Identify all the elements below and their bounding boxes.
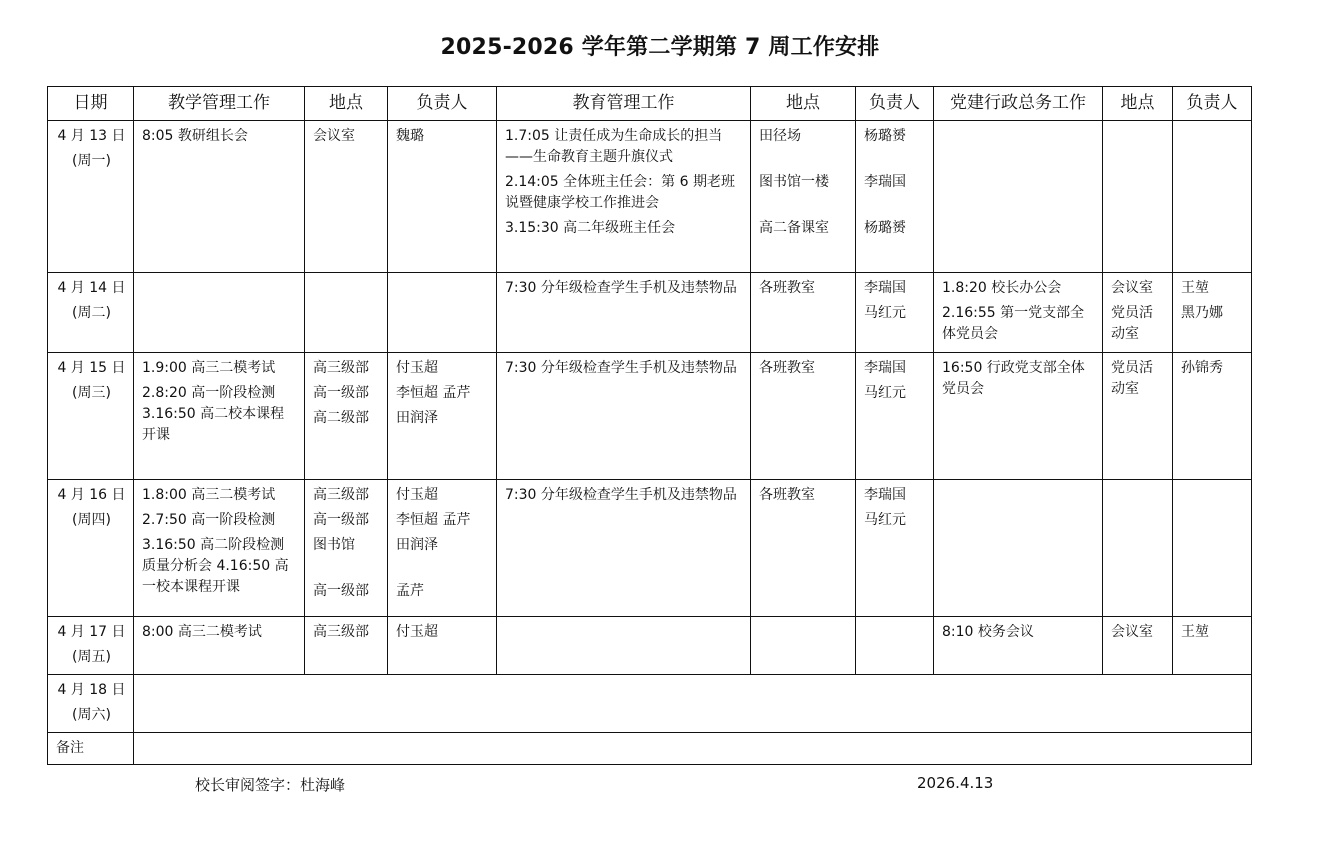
- party-cell: [934, 273, 1103, 353]
- education-cell: [497, 121, 751, 273]
- teaching-item: 8:05 教研组长会: [142, 128, 248, 144]
- owner-item: 魏璐: [396, 128, 424, 144]
- location-item: 田径场: [759, 128, 801, 144]
- date-text: 4 月 15 日: [57, 360, 126, 376]
- party-location-cell: [1103, 121, 1173, 273]
- header-date: 日期: [48, 87, 134, 121]
- date-text: 4 月 13 日: [57, 128, 126, 144]
- location-item: 各班教室: [759, 487, 815, 503]
- location-item: 图书馆一楼: [759, 174, 829, 190]
- date-cell: [48, 480, 134, 617]
- table-row: [48, 121, 1252, 273]
- weekday-text: (周四): [72, 512, 111, 528]
- education-item: 7:30 分年级检查学生手机及违禁物品: [505, 280, 737, 296]
- location-item: 高二备课室: [759, 220, 829, 236]
- teaching-item: 8:00 高三二模考试: [142, 624, 262, 640]
- date-cell: [48, 273, 134, 353]
- education-location-cell: [751, 121, 856, 273]
- owner-item: 李恒超 孟芹: [396, 512, 471, 528]
- party-cell: [934, 480, 1103, 617]
- education-cell: [497, 480, 751, 617]
- table-row: [48, 273, 1252, 353]
- date-text: 4 月 14 日: [57, 280, 126, 296]
- header-teaching: 教学管理工作: [134, 87, 305, 121]
- teaching-item: 3.16:50 高二阶段检测质量分析会 4.16:50 高一校本课程开课: [142, 537, 289, 595]
- party-owner-cell: [1173, 353, 1252, 480]
- schedule-table: [47, 86, 1252, 765]
- teaching-owner-cell: [388, 353, 497, 480]
- weekday-text: (周二): [72, 305, 111, 321]
- party-item: 1.8:20 校长办公会: [942, 280, 1062, 296]
- party-owner-cell: [1173, 273, 1252, 353]
- teaching-item: 1.9:00 高三二模考试: [142, 360, 276, 376]
- sign-date: 2026.4.13: [917, 774, 994, 792]
- principal-signature: 校长审阅签字：杜海峰: [195, 776, 346, 794]
- party-item: 16:50 行政党支部全体党员会: [942, 360, 1085, 397]
- teaching-owner-cell: [388, 480, 497, 617]
- owner-item: 李瑞国: [864, 280, 906, 296]
- teaching-location-cell: [305, 273, 388, 353]
- weekday-text: (周三): [72, 385, 111, 401]
- header-party-location: 地点: [1103, 87, 1173, 121]
- teaching-location-cell: [305, 617, 388, 675]
- date-text: 4 月 17 日: [57, 624, 126, 640]
- education-item: 7:30 分年级检查学生手机及违禁物品: [505, 360, 737, 376]
- education-owner-cell: [856, 353, 934, 480]
- teaching-item: 1.8:00 高三二模考试: [142, 487, 276, 503]
- remarks-label: 备注: [48, 733, 134, 765]
- teaching-item: 3.16:50 高二校本课程开课: [142, 406, 285, 443]
- owner-item: 田润泽: [396, 537, 438, 553]
- teaching-owner-cell: [388, 273, 497, 353]
- owner-item: 杨璐赟: [864, 220, 906, 236]
- education-owner-cell: [856, 617, 934, 675]
- location-item: 各班教室: [759, 280, 815, 296]
- table-row: [48, 675, 1252, 733]
- education-cell: [497, 273, 751, 353]
- party-cell: [934, 617, 1103, 675]
- education-location-cell: [751, 617, 856, 675]
- location-item: 党员活动室: [1111, 360, 1153, 397]
- location-item: 高一级部: [313, 512, 369, 528]
- party-item: 2.16:55 第一党支部全体党员会: [942, 305, 1085, 342]
- date-text: 4 月 18 日: [57, 682, 126, 698]
- owner-item: 付玉超: [396, 360, 438, 376]
- owner-item: 黑乃娜: [1181, 305, 1223, 321]
- owner-item: 马红元: [864, 512, 906, 528]
- teaching-location-cell: [305, 480, 388, 617]
- education-item: 2.14:05 全体班主任会：第 6 期老班说暨健康学校工作推进会: [505, 174, 735, 211]
- education-item: 7:30 分年级检查学生手机及违禁物品: [505, 487, 737, 503]
- party-location-cell: [1103, 480, 1173, 617]
- owner-item: 付玉超: [396, 624, 438, 640]
- date-cell: [48, 121, 134, 273]
- location-item: 图书馆: [313, 537, 355, 553]
- education-owner-cell: [856, 273, 934, 353]
- education-cell: [497, 617, 751, 675]
- education-owner-cell: [856, 480, 934, 617]
- header-row: [48, 87, 1252, 121]
- location-item: 高一级部: [313, 583, 369, 599]
- teaching-location-cell: [305, 353, 388, 480]
- owner-item: 李瑞国: [864, 360, 906, 376]
- owner-item: 付玉超: [396, 487, 438, 503]
- teaching-cell: [134, 617, 305, 675]
- date-cell: [48, 675, 134, 733]
- owner-item: 王堃: [1181, 280, 1209, 296]
- location-item: 会议室: [1111, 280, 1153, 296]
- owner-item: 孟芹: [396, 583, 424, 599]
- teaching-cell: [134, 353, 305, 480]
- header-party-admin: 党建行政总务工作: [934, 87, 1103, 121]
- education-item: 1.7:05 让责任成为生命成长的担当——生命教育主题升旗仪式: [505, 128, 723, 165]
- table-row: [48, 617, 1252, 675]
- location-item: 高二级部: [313, 410, 369, 426]
- education-location-cell: [751, 273, 856, 353]
- teaching-location-cell: [305, 121, 388, 273]
- location-item: 高一级部: [313, 385, 369, 401]
- education-item: 3.15:30 高二年级班主任会: [505, 220, 676, 236]
- remarks-cell: [134, 733, 1252, 765]
- table-row: [48, 353, 1252, 480]
- teaching-item: 2.7:50 高一阶段检测: [142, 512, 276, 528]
- owner-item: 杨璐赟: [864, 128, 906, 144]
- location-item: 会议室: [313, 128, 355, 144]
- owner-item: 马红元: [864, 385, 906, 401]
- header-education: 教育管理工作: [497, 87, 751, 121]
- party-location-cell: [1103, 273, 1173, 353]
- location-item: 高三级部: [313, 624, 369, 640]
- table-row: [48, 480, 1252, 617]
- teaching-owner-cell: [388, 617, 497, 675]
- date-cell: [48, 617, 134, 675]
- location-item: 高三级部: [313, 487, 369, 503]
- owner-item: 李恒超 孟芹: [396, 385, 471, 401]
- page-title: 2025-2026 学年第二学期第 7 周工作安排: [440, 35, 880, 60]
- education-location-cell: [751, 480, 856, 617]
- date-text: 4 月 16 日: [57, 487, 126, 503]
- teaching-cell: [134, 480, 305, 617]
- party-cell: [934, 121, 1103, 273]
- party-owner-cell: [1173, 121, 1252, 273]
- location-item: 党员活动室: [1111, 305, 1153, 342]
- owner-item: 马红元: [864, 305, 906, 321]
- saturday-merged-cell: [134, 675, 1252, 733]
- header-party-owner: 负责人: [1173, 87, 1252, 121]
- party-cell: [934, 353, 1103, 480]
- education-location-cell: [751, 353, 856, 480]
- education-owner-cell: [856, 121, 934, 273]
- header-teaching-location: 地点: [305, 87, 388, 121]
- owner-item: 李瑞国: [864, 487, 906, 503]
- location-item: 高三级部: [313, 360, 369, 376]
- owner-item: 孙锦秀: [1181, 360, 1223, 376]
- header-teaching-owner: 负责人: [388, 87, 497, 121]
- weekday-text: (周五): [72, 649, 111, 665]
- owner-item: 田润泽: [396, 410, 438, 426]
- remarks-row: [48, 733, 1252, 765]
- location-item: 各班教室: [759, 360, 815, 376]
- owner-item: 王堃: [1181, 624, 1209, 640]
- education-cell: [497, 353, 751, 480]
- header-education-location: 地点: [751, 87, 856, 121]
- party-location-cell: [1103, 353, 1173, 480]
- party-location-cell: [1103, 617, 1173, 675]
- teaching-cell: [134, 273, 305, 353]
- weekday-text: (周一): [72, 153, 111, 169]
- date-cell: [48, 353, 134, 480]
- teaching-cell: [134, 121, 305, 273]
- teaching-item: 2.8:20 高一阶段检测: [142, 385, 276, 401]
- party-owner-cell: [1173, 480, 1252, 617]
- header-education-owner: 负责人: [856, 87, 934, 121]
- location-item: 会议室: [1111, 624, 1153, 640]
- weekday-text: (周六): [72, 707, 111, 723]
- teaching-owner-cell: [388, 121, 497, 273]
- party-item: 8:10 校务会议: [942, 624, 1034, 640]
- party-owner-cell: [1173, 617, 1252, 675]
- owner-item: 李瑞国: [864, 174, 906, 190]
